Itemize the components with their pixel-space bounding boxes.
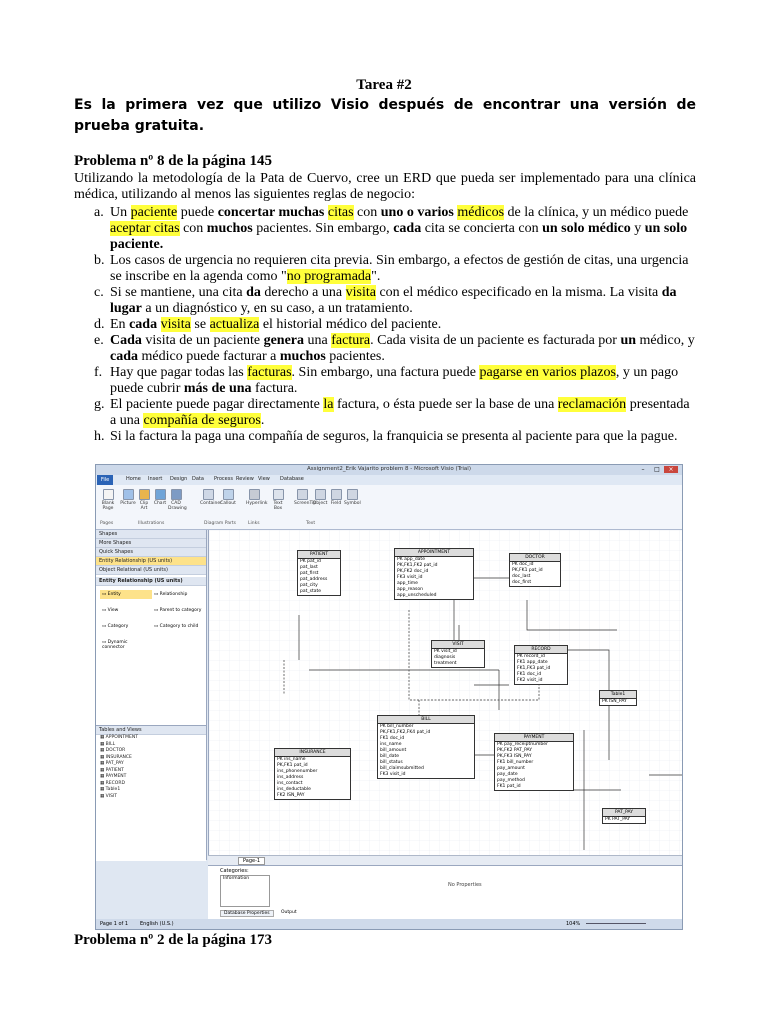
intro-text: Es la primera vez que utilizo Visio después de encontrar una versión de prueba gratuita. [74, 97, 696, 134]
table-list-item[interactable]: ▦ PAYMENT [100, 774, 127, 779]
entity-field: app_reason [397, 587, 423, 592]
shapes-panel-title: Shapes [96, 530, 206, 539]
rule-text: con el médico especificado en la misma. La visita [375, 285, 662, 300]
status-bar [96, 919, 682, 929]
entity-bill[interactable]: BILL PK bill_number PK,FK1,FK2,FK4 pat_id FK1 doc_id ins_name bill_amount bill_date bill_status bill_claimsubmitted FK3 visit_id [377, 715, 475, 779]
container-icon [203, 489, 214, 500]
stencil-entity[interactable]: ▭ Entity [100, 590, 152, 599]
category-item[interactable]: Information [223, 876, 250, 881]
entity-field: pay_date [497, 772, 518, 777]
table-list-item[interactable]: ▦ INSURANCE [100, 754, 132, 760]
entity-pat-pay[interactable]: PAT_PAY PK PAT_PAY [602, 808, 646, 824]
tab-output[interactable]: Output [281, 910, 297, 915]
entity-field: pay_method [497, 778, 525, 783]
entity-field: FK1,FK3 pat_id [517, 666, 551, 671]
entity-field: diagnosis [434, 655, 456, 660]
cad-drawing-icon [171, 489, 182, 500]
rule-text: derecho a una [260, 285, 346, 300]
entity-patient[interactable]: PATIENT PK pat_id pat_last pat_first pat_address pat_city pat_state [297, 550, 341, 596]
drawing-canvas[interactable] [208, 530, 683, 855]
ribbon-button[interactable]: Container [200, 501, 222, 506]
highlighted-text: factura [331, 333, 371, 348]
entity-field: PK,FK1,FK2,FK4 pat_id [380, 730, 431, 735]
bold-text: cada [110, 349, 138, 364]
ribbon-tab[interactable]: Home [126, 476, 141, 482]
highlighted-text: aceptar citas [110, 221, 180, 236]
entity-appointment[interactable]: APPOINTMENT PK app_date PK,FK1,FK2 pat_id PK,FK2 doc_id FK3 visit_id app_time app_reason app_unscheduled [394, 548, 474, 600]
entity-doctor[interactable]: DOCTOR PK doc_id PK,FK1 pat_id doc_last doc_first [509, 553, 561, 587]
table-list-item[interactable]: ▦ DOCTOR [100, 748, 126, 753]
entity-field: bill_status [380, 760, 403, 765]
entity-field: doc_last [512, 574, 531, 579]
rule-item [74, 253, 696, 285]
entity-field: bill_date [380, 754, 400, 759]
problem8-heading: Problema nº 8 de la página 145 [74, 153, 273, 169]
entity-field: PK ISN_PAY [602, 699, 627, 704]
entity-field: PK,FK1,FK2 pat_id [397, 563, 438, 568]
entity-field: FK1 bill_number [497, 760, 534, 765]
ribbon-tab[interactable]: Database [280, 476, 304, 482]
highlighted-text: compañía de seguros [143, 413, 261, 428]
rule-text: , y un pago puede cubrir [110, 365, 679, 396]
ribbon-tabs [96, 475, 682, 485]
entity-field: FK1 doc_id [380, 736, 405, 741]
ribbon-tab[interactable]: Insert [148, 476, 163, 482]
rule-text: médico, y [636, 333, 695, 348]
rule-marker: f. [94, 365, 103, 380]
entity-field: pat_first [300, 571, 319, 576]
status-language: English (U.S.) [140, 921, 174, 927]
tables-views-panel [96, 725, 206, 861]
file-tab[interactable]: File [97, 475, 113, 485]
clip-art-icon [139, 489, 150, 500]
ribbon-tab[interactable]: Design [170, 476, 188, 482]
highlighted-text: la [323, 397, 334, 412]
rule-text: puede [177, 205, 218, 220]
rule-item [74, 317, 696, 333]
entity-field: FK2 visit_id [517, 678, 543, 683]
entity-field: PK app_date [397, 557, 425, 562]
bold-text: muchos [279, 349, 326, 364]
stencil-relationship[interactable]: ▭ Relationship [154, 592, 188, 597]
entity-field: PK,FK3 ISN_PAY [497, 754, 532, 759]
rule-item [74, 285, 696, 317]
problem8-paragraph: Utilizando la metodología de la Pata de Cuervo, cree un ERD que pueda ser implementado para una clínica médica, utilizando al menos las siguientes reglas de negocio: [74, 171, 696, 202]
text-box-icon [273, 489, 284, 500]
entity-field: PK record_id [517, 654, 545, 659]
ribbon-button[interactable]: Callout [220, 501, 236, 506]
window-title: Assignment2_Erik Vajarito problem 8 - Microsoft Visio (Trial) [307, 466, 471, 472]
ribbon-button[interactable]: Picture [120, 501, 136, 506]
no-properties-text: No Properties [448, 882, 482, 888]
category-list[interactable] [220, 875, 270, 907]
highlighted-text: médicos [457, 205, 505, 220]
entity-field: PK visit_id [434, 649, 457, 654]
entity-field: FK1 doc_id [517, 672, 542, 677]
rule-text: de la clínica, y un médico puede [504, 205, 689, 220]
bold-text: cada [393, 221, 422, 236]
tables-views-title: Tables and Views [96, 726, 206, 735]
entity-field: FK3 visit_id [380, 772, 406, 777]
entity-payment[interactable]: PAYMENT PK pay_receiptnumber PK,FK2 PAT_PAY PK,FK3 ISN_PAY FK1 bill_number pay_amount pay_date pay_method FK1 pat_id [494, 733, 574, 791]
rule-text: Los casos de urgencia no requieren cita previa. Sin embargo, a efectos de gestión de citas, una urgencia se inscribe en la agenda como " [110, 253, 689, 284]
ribbon-group-label: Links [248, 521, 260, 526]
database-properties-pane [208, 865, 682, 920]
bold-text: genera [263, 333, 305, 348]
rule-item [74, 397, 696, 429]
rule-text: pacientes. Sin embargo, [252, 221, 394, 236]
rule-text: con [179, 221, 207, 236]
business-rules-list [74, 205, 696, 445]
highlighted-text: visita [160, 317, 191, 332]
ribbon-button[interactable]: Clip Art [139, 501, 149, 511]
rule-marker: e. [94, 333, 104, 348]
bold-text: uno o varios [380, 205, 454, 220]
table-list-item[interactable]: ▦ PAT_PAY [100, 761, 124, 766]
entity-field: PK PAT_PAY [605, 817, 631, 822]
highlighted-text: facturas [247, 365, 292, 380]
page-tab[interactable]: Page-1 [238, 857, 265, 865]
bold-text: un solo paciente. [110, 221, 688, 252]
rule-text: y [630, 221, 645, 236]
close-icon[interactable]: × [664, 466, 678, 473]
problem2-heading: Problema nº 2 de la página 173 [74, 932, 273, 948]
entity-field: FK1 pat_id [497, 784, 521, 789]
table-list-item[interactable]: ▦ APPOINTMENT [100, 735, 139, 740]
highlighted-text: actualiza [209, 317, 260, 332]
entity-field: FK2 ISN_PAY [277, 793, 305, 798]
bold-text: un [620, 333, 637, 348]
bold-text: muchos [206, 221, 253, 236]
entity-field: PK ins_name [277, 757, 306, 762]
rule-item [74, 333, 696, 365]
ribbon-button[interactable]: Text Box [273, 501, 283, 511]
rule-text: En [110, 317, 130, 332]
entity-field: FK3 visit_id [397, 575, 423, 580]
visio-screenshot [95, 464, 683, 930]
rule-text: factura. [251, 381, 298, 396]
rule-item [74, 205, 696, 253]
highlighted-text: reclamación [557, 397, 627, 412]
bold-text: da lugar [110, 285, 677, 316]
rule-marker: g. [94, 397, 105, 412]
ribbon-button[interactable]: Field [330, 501, 342, 506]
ribbon-tab[interactable]: Data [192, 476, 204, 482]
bold-text: da [246, 285, 261, 300]
ribbon-tab[interactable]: Review [236, 476, 254, 482]
shapes-row[interactable]: Object Relational (US units) [96, 566, 206, 575]
ribbon-group-label: Pages [100, 521, 114, 526]
entity-field: PK bill_number [380, 724, 414, 729]
picture-icon [123, 489, 134, 500]
entity-field: PK,FK2 PAT_PAY [497, 748, 532, 753]
ribbon-button[interactable]: Object [312, 501, 328, 506]
stencil-parent-to-category[interactable]: ▭ Parent to category [154, 608, 202, 613]
rule-text: se [190, 317, 210, 332]
entity-field: pay_amount [497, 766, 525, 771]
shapes-row[interactable]: More Shapes [96, 539, 206, 548]
entity-field: PK pay_receiptnumber [497, 742, 548, 747]
ribbon-group-label: Text [306, 521, 316, 526]
entity-visit[interactable]: VISIT PK visit_id diagnosis treatment [431, 640, 485, 668]
highlighted-text: citas [327, 205, 354, 220]
rule-text: ". [371, 269, 381, 284]
entity-field: ins_phonenumber [277, 769, 318, 774]
categories-label: Categories: [220, 868, 249, 874]
entity-field: treatment [434, 661, 457, 666]
ribbon-button[interactable]: Blank Page [101, 501, 115, 511]
entity-field: ins_deductable [277, 787, 311, 792]
field-icon [331, 489, 342, 500]
table-list-item[interactable]: ▦ BILL [100, 741, 116, 747]
ribbon-group-label: Illustrations [138, 521, 165, 526]
entity-field: PK,FK1 pat_id [512, 568, 543, 573]
highlighted-text: pagarse en varios plazos [479, 365, 616, 380]
highlighted-text: paciente [130, 205, 178, 220]
entity-field: ins_name [380, 742, 402, 747]
chart-icon [155, 489, 166, 500]
entity-field: PK doc_id [512, 562, 534, 567]
rule-text: Hay que pagar todas las [110, 365, 248, 380]
rule-text: una [304, 333, 332, 348]
rule-marker: d. [94, 317, 105, 332]
table-list-item[interactable]: ▦ VISIT [100, 793, 118, 799]
tab-database-properties[interactable]: Database Properties [220, 910, 274, 917]
entity-field: PK,FK2 doc_id [397, 569, 429, 574]
symbol-icon [347, 489, 358, 500]
entity-field: app_unscheduled [397, 593, 437, 598]
rule-text: . Cada visita de un paciente es facturada por [370, 333, 621, 348]
entity-field: ins_contact [277, 781, 303, 786]
bold-text: más de una [183, 381, 252, 396]
rule-text: pacientes. [325, 349, 385, 364]
entity-table1[interactable]: Table1 PK ISN_PAY [599, 690, 637, 706]
ribbon-button[interactable]: ScreenTip [294, 501, 317, 506]
rule-text: . Sin embargo, una factura puede [291, 365, 480, 380]
rule-text: visita de un paciente [141, 333, 264, 348]
entity-field: PK pat_id [300, 559, 321, 564]
hyperlink-icon [249, 489, 260, 500]
rule-text: . [260, 413, 265, 428]
rule-marker: a. [94, 205, 104, 220]
entity-field: pat_city [300, 583, 318, 588]
ribbon-button[interactable]: Symbol [344, 501, 361, 506]
zoom-level[interactable]: 104% [566, 921, 581, 927]
stencil-view[interactable]: ▭ View [102, 608, 119, 613]
table-list-item[interactable]: ▦ RECORD [100, 780, 125, 786]
rule-text: Si la factura la paga una compañía de seguros, la franquicia se presenta al paciente para que la pague. [110, 429, 678, 444]
ribbon-tab[interactable]: View [258, 476, 270, 482]
highlighted-text: visita [345, 285, 376, 300]
shapes-row[interactable]: Quick Shapes [96, 548, 206, 557]
entity-field: pat_address [300, 577, 328, 582]
callout-icon [223, 489, 234, 500]
rule-marker: b. [94, 253, 105, 268]
rule-item [74, 365, 696, 397]
entity-insurance[interactable]: INSURANCE PK ins_name PK,FK1 pat_id ins_phonenumber ins_address ins_contact ins_deductable FK2 ISN_PAY [274, 748, 351, 800]
rule-text: cita se concierta con [421, 221, 543, 236]
entity-field: pat_state [300, 589, 322, 594]
object-icon [315, 489, 326, 500]
entity-field: bill_amount [380, 748, 407, 753]
entity-field: ins_address [277, 775, 304, 780]
rule-text: el historial médico del paciente. [259, 317, 442, 332]
rule-text: a un diagnóstico y, en su caso, a un tratamiento. [141, 301, 413, 316]
entity-record[interactable]: RECORD PK record_id FK1 app_date FK1,FK3 pat_id FK1 doc_id FK2 visit_id [514, 645, 568, 685]
stencil-title: Entity Relationship (US units) [96, 577, 206, 586]
zoom-slider[interactable] [586, 923, 646, 924]
shapes-row[interactable]: Entity Relationship (US units) [96, 557, 206, 566]
rule-text: El paciente puede pagar directamente [110, 397, 324, 412]
blank-page-icon [103, 489, 114, 500]
minimize-icon[interactable]: – [641, 466, 645, 473]
rule-marker: c. [94, 285, 104, 300]
entity-field: pat_last [300, 565, 318, 570]
ribbon-button[interactable]: Hyperlink [246, 501, 268, 506]
rule-text: Si se mantiene, una cita [110, 285, 247, 300]
bold-text: concertar muchas [217, 205, 325, 220]
screentip-icon [297, 489, 308, 500]
bold-text: un solo médico [542, 221, 631, 236]
maximize-icon[interactable]: □ [654, 466, 660, 473]
status-page: Page 1 of 1 [100, 921, 129, 927]
table-list-item[interactable]: ▦ PATIENT [100, 767, 124, 773]
highlighted-text: no programada [286, 269, 372, 284]
stencil-category-to-child[interactable]: ▭ Category to child [154, 624, 199, 629]
ribbon [96, 485, 682, 530]
ribbon-tab[interactable]: Process [214, 476, 233, 482]
ribbon-button[interactable]: Chart [153, 501, 167, 506]
stencil-dynamic-connector[interactable]: ▭ Dynamic connector [102, 640, 128, 650]
bold-text: Cada [110, 333, 142, 348]
ribbon-group-label: Diagram Parts [204, 521, 236, 526]
entity-field: PK,FK1 pat_id [277, 763, 308, 768]
entity-field: doc_first [512, 580, 532, 585]
rule-text: presentada a una [110, 397, 690, 428]
entity-field: app_time [397, 581, 418, 586]
page-title: Tarea #2 [356, 77, 412, 93]
rule-item [74, 429, 696, 445]
stencil-category[interactable]: ▭ Category [102, 624, 129, 629]
rule-text: médico puede facturar a [138, 349, 280, 364]
visio-title-bar [96, 465, 682, 475]
rule-text: con [353, 205, 381, 220]
bold-text: cada [129, 317, 158, 332]
table-list-item[interactable]: ▦ Table1 [100, 787, 121, 792]
ribbon-button[interactable]: CAD Drawing [168, 501, 187, 511]
rule-marker: h. [94, 429, 105, 444]
rule-text: Un [110, 205, 131, 220]
entity-field: bill_claimsubmitted [380, 766, 424, 771]
entity-field: FK1 app_date [517, 660, 548, 665]
rule-text: factura, o ésta puede ser la base de una [333, 397, 558, 412]
